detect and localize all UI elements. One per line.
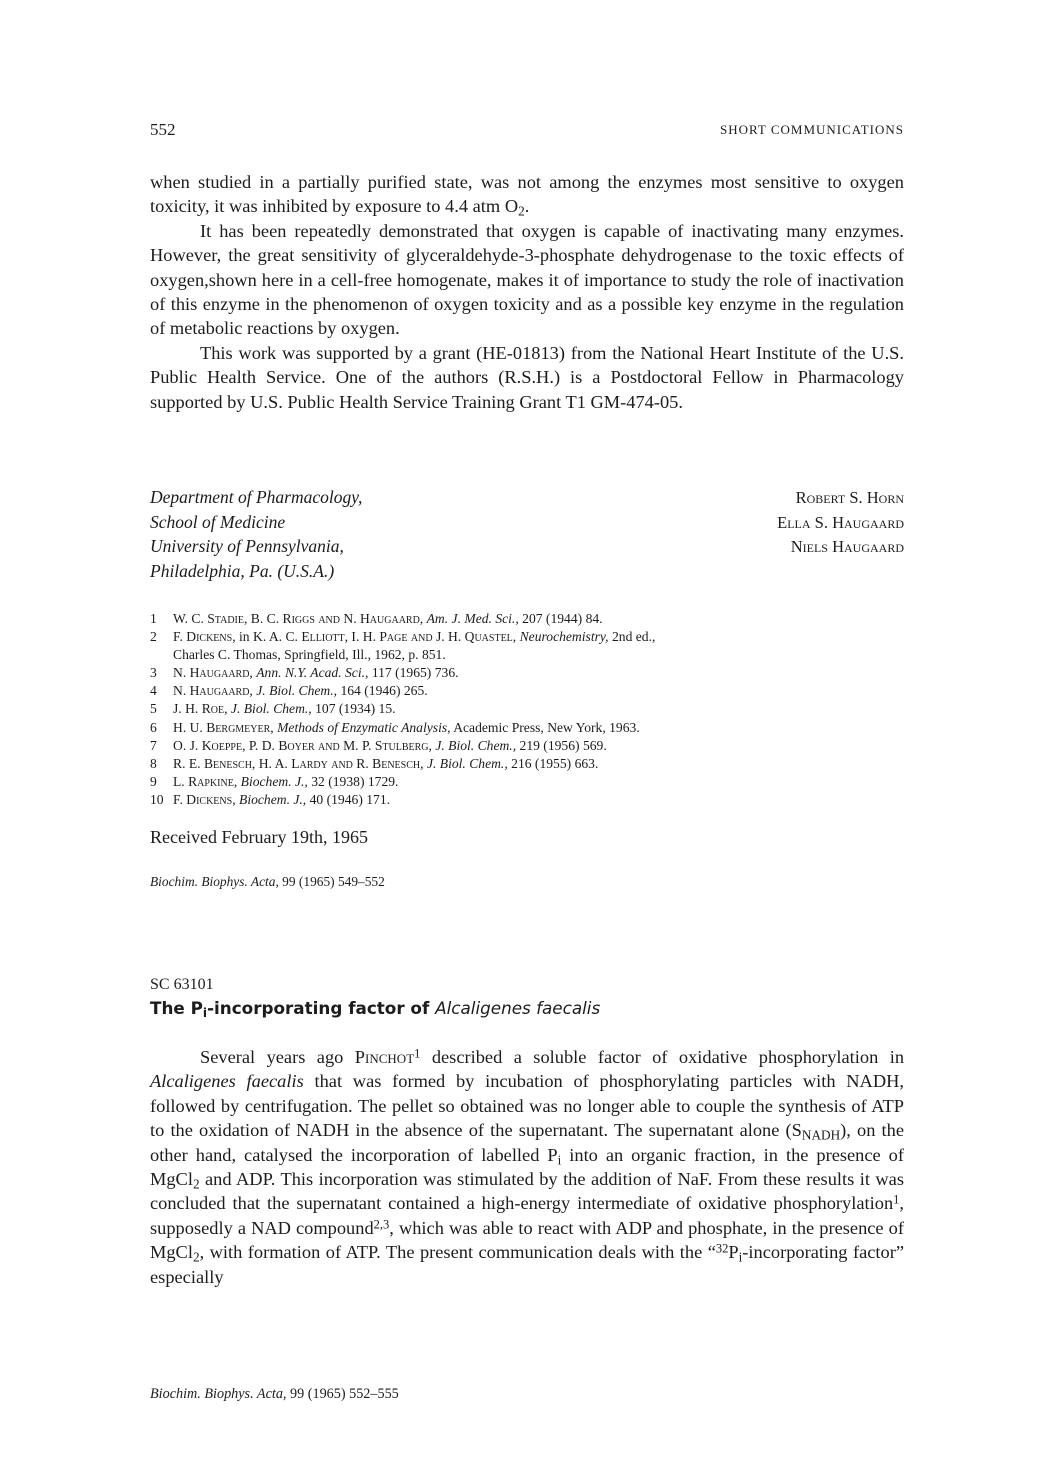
reference-number: 9 bbox=[150, 773, 157, 789]
text-run: , with formation of ATP. The present communication deals with the “ bbox=[199, 1242, 716, 1263]
reference-number: 8 bbox=[150, 755, 157, 771]
address-line: School of Medicine bbox=[150, 511, 286, 532]
journal-citation bbox=[150, 874, 385, 890]
reference-number: 10 bbox=[150, 791, 164, 807]
reference-item bbox=[150, 610, 930, 628]
reference-journal: Am. J. Med. Sci., bbox=[426, 611, 519, 626]
reference-number: 1 bbox=[150, 611, 157, 626]
reference-number: 2 bbox=[150, 629, 157, 645]
reference-details: 2nd ed., bbox=[611, 629, 656, 645]
text-run: that was formed by incubation of phosphorylating particles with NADH, followed by centrifugation. The pellet so obtained was no longer able to couple the synthesis of ATP to the oxidation of NADH in the absence of the supernatant. The supernatant alone (S bbox=[150, 1071, 904, 1141]
article-code: SC 63101 bbox=[150, 976, 214, 993]
author-name: Niels Haugaard bbox=[790, 537, 904, 556]
reference-authors: W. C. Stadie, B. C. Riggs and N. Haugaard, bbox=[173, 611, 424, 626]
pi-subscript: i bbox=[557, 1151, 562, 1167]
reference-number: 5 bbox=[150, 701, 157, 717]
citation-superscript: 1 bbox=[414, 1046, 421, 1061]
mgcl2-subscript: 2 bbox=[192, 1176, 200, 1192]
reference-journal: J. Biol. Chem., bbox=[230, 701, 312, 717]
author-list bbox=[777, 486, 904, 560]
isotope-superscript: 32 bbox=[715, 1241, 729, 1256]
snadh-subscript: NADH bbox=[801, 1127, 841, 1143]
reference-authors: L. Rapkine, bbox=[173, 773, 238, 789]
citation-superscript: 2,3 bbox=[373, 1217, 390, 1232]
reference-number: 3 bbox=[150, 665, 157, 681]
text-run: and ADP. This incorporation was stimulated by the addition of NaF. From these results it was concluded that the supernatant contained a high-energy intermediate of oxidative phosphorylation bbox=[150, 1169, 904, 1214]
reference-connector: in bbox=[239, 629, 250, 645]
organism-name: Alcaligenes faecalis bbox=[150, 1071, 304, 1092]
reference-item bbox=[150, 700, 930, 718]
reference-journal: Biochem. J., bbox=[240, 773, 308, 789]
text-run: -incorporating factor” especially bbox=[150, 1242, 904, 1287]
reference-authors: J. H. Roe, bbox=[173, 701, 228, 717]
reference-item bbox=[150, 737, 930, 755]
para1-line2: to oxygen toxicity, it was inhibited by exposure to 4.4 atm O bbox=[150, 172, 904, 217]
reference-journal: J. Biol. Chem., bbox=[426, 755, 508, 771]
reference-item bbox=[150, 719, 930, 737]
footer-details: 99 (1965) 552–555 bbox=[290, 1386, 399, 1402]
reference-details: 216 (1955) 663. bbox=[511, 755, 599, 771]
mgcl2-subscript: 2 bbox=[192, 1249, 200, 1265]
reference-journal: Ann. N.Y. Acad. Sci., bbox=[256, 665, 369, 681]
title-subscript: i bbox=[202, 1006, 208, 1021]
reference-details: 107 (1934) 15. bbox=[315, 701, 396, 717]
reference-authors: N. Haugaard, bbox=[173, 665, 253, 681]
address-line: Philadelphia, Pa. (U.S.A.) bbox=[150, 560, 335, 581]
reference-item bbox=[150, 682, 930, 700]
paragraph-acknowledgement: This work was supported by a grant (HE-01813) from the National Heart Institute of the U.S. Public Health Service. One of the authors (R.S.H.) is a Postdoctoral Fellow in Pharmacology supported by U.S. Public Health Service Training Grant T1 GM-474-05. bbox=[150, 342, 904, 412]
reference-authors: N. Haugaard, bbox=[173, 683, 253, 699]
text-run: into an organic fraction, in the presence of MgCl bbox=[150, 1144, 904, 1190]
reference-details: 40 (1946) 171. bbox=[309, 791, 391, 807]
received-date: Received February 19th, 1965 bbox=[150, 827, 368, 847]
title-part: -incorporating factor of bbox=[207, 998, 430, 1018]
footer-journal: Biochim. Biophys. Acta, bbox=[150, 1386, 287, 1402]
reference-details: 219 (1956) 569. bbox=[519, 737, 607, 753]
running-title: SHORT COMMUNICATIONS bbox=[719, 122, 904, 137]
author-name: Ella S. Haugaard bbox=[777, 512, 904, 532]
para1-end: . bbox=[524, 196, 530, 217]
page-number: 552 bbox=[150, 120, 176, 139]
body-text-lower bbox=[150, 1045, 904, 1289]
reference-item bbox=[150, 664, 930, 682]
address-line: University of Pennsylvania, bbox=[150, 536, 344, 556]
reference-details: 117 (1965) 736. bbox=[371, 665, 459, 681]
text-run: , which was able to react with ADP and phosphate, in the presence of MgCl bbox=[150, 1217, 904, 1263]
reference-details: Academic Press, New York, 1963. bbox=[453, 719, 640, 735]
title-part: The P bbox=[150, 998, 203, 1018]
reference-details: 207 (1944) 84. bbox=[522, 611, 603, 626]
reference-list bbox=[150, 610, 930, 809]
author-mention: Pinchot bbox=[354, 1047, 415, 1067]
body-text-upper bbox=[150, 170, 904, 414]
reference-authors: F. Dickens, bbox=[173, 791, 236, 807]
reference-journal: Methods of Enzymatic Analysis, bbox=[277, 719, 451, 735]
reference-authors: H. U. Bergmeyer, bbox=[173, 719, 274, 735]
text-run: , supposedly a NAD compound bbox=[150, 1193, 904, 1238]
reference-journal: Neurochemistry, bbox=[519, 629, 609, 645]
paragraph-introduction bbox=[150, 1045, 904, 1289]
reference-details: 32 (1938) 1729. bbox=[311, 773, 399, 789]
citation-superscript: 1 bbox=[893, 1192, 900, 1207]
text-run: Several years ago bbox=[200, 1047, 344, 1067]
page-footer-citation bbox=[150, 1386, 399, 1403]
citation-details: 99 (1965) 549–552 bbox=[282, 874, 385, 889]
reference-item bbox=[150, 628, 930, 664]
title-organism: Alcaligenes faecalis bbox=[435, 998, 601, 1018]
reference-item bbox=[150, 755, 930, 773]
o2-subscript: 2 bbox=[518, 203, 525, 219]
reference-number: 4 bbox=[150, 683, 157, 699]
text-run: described a soluble factor of oxidative phosphorylation in bbox=[431, 1047, 905, 1067]
reference-item bbox=[150, 791, 930, 809]
text-run: ), on the other hand, catalysed the incorporation of labelled P bbox=[150, 1120, 904, 1165]
reference-journal: Biochem. J., bbox=[239, 791, 307, 807]
reference-number: 6 bbox=[150, 719, 157, 735]
pi-subscript: i bbox=[738, 1249, 743, 1265]
author-name: Robert S. Horn bbox=[795, 488, 904, 507]
text-run: P bbox=[728, 1242, 739, 1263]
reference-journal: J. Biol. Chem., bbox=[435, 737, 517, 753]
reference-item bbox=[150, 773, 930, 791]
reference-number: 7 bbox=[150, 737, 157, 753]
affiliation-address bbox=[150, 485, 362, 583]
page-header bbox=[150, 120, 904, 142]
paragraph-oxygen-inactivation: It has been repeatedly demonstrated that oxygen is capable of inactivating many enzymes. However, the great sensitivity of glyceraldehyde-3-phosphate dehydrogenase to the toxic effects of oxygen,shown here in a cell-free homogenate, makes it of importance to study the role of inactivation of this enzyme in the phenomenon of oxygen toxicity and as a possible key enzyme in the regulation of metabolic reactions by oxygen. bbox=[150, 220, 904, 339]
reference-authors: F. Dickens, bbox=[173, 629, 236, 645]
reference-continuation: Charles C. Thomas, Springfield, Ill., 1962, p. 851. bbox=[173, 647, 446, 663]
reference-journal: J. Biol. Chem., bbox=[256, 683, 338, 699]
paragraph-continuation bbox=[150, 170, 904, 219]
reference-authors: R. E. Benesch, H. A. Lardy and R. Benesch, bbox=[173, 755, 424, 771]
reference-authors: O. J. Koeppe, P. D. Boyer and M. P. Stulberg, bbox=[173, 737, 432, 753]
address-line: Department of Pharmacology, bbox=[150, 487, 363, 507]
reference-editors: K. A. C. Elliott, I. H. Page and J. H. Quastel, bbox=[253, 629, 517, 645]
para1-line1: when studied in a partially purified state, was not among the enzymes most sensitive bbox=[150, 172, 820, 192]
reference-details: 164 (1946) 265. bbox=[340, 683, 428, 699]
citation-journal: Biochim. Biophys. Acta, bbox=[150, 874, 279, 889]
article-title bbox=[150, 998, 601, 1021]
